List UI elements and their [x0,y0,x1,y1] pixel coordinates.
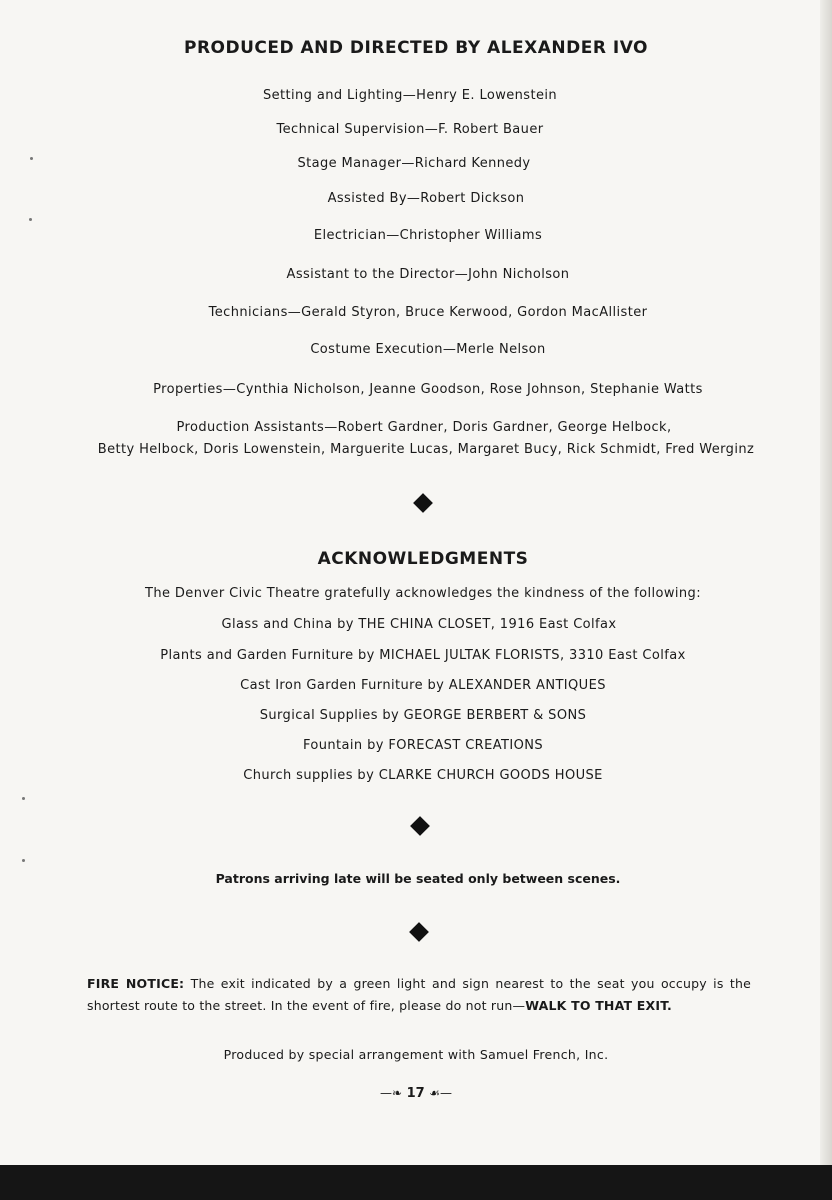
page-edge-shadow [820,0,832,1165]
fire-notice-label: FIRE NOTICE: [87,976,185,991]
acknowledgment-item: Glass and China by THE CHINA CLOSET, 1916 East Colfax [221,617,617,632]
acknowledgments-title: ACKNOWLEDGMENTS [317,549,529,569]
fire-notice-emphasis: WALK TO THAT EXIT. [525,998,672,1013]
credit-line: Electrician—Christopher Williams [313,228,543,243]
credit-line: Technicians—Gerald Styron, Bruce Kerwood, Gordon MacAllister [208,305,648,320]
credit-line: Production Assistants—Robert Gardner, Doris Gardner, George Helbock, [176,420,672,435]
credit-line: Assisted By—Robert Dickson [327,191,525,206]
acknowledgment-item: Surgical Supplies by GEORGE BERBERT & SONS [259,708,587,723]
folio-right-ornament-icon: ☙— [429,1086,452,1100]
acknowledgment-item: Cast Iron Garden Furniture by ALEXANDER ANTIQUES [240,678,606,693]
page-number: 17 [406,1086,425,1101]
credit-line: Betty Helbock, Doris Lowenstein, Marguerite Lucas, Margaret Bucy, Rick Schmidt, Fred Werginz [97,442,755,457]
acknowledgment-item: Church supplies by CLARKE CHURCH GOODS HOUSE [243,768,603,783]
fire-notice [87,973,751,1017]
credit-line: Costume Execution—Merle Nelson [310,342,546,357]
scan-border [0,1165,832,1200]
scan-speck [29,218,32,221]
credit-line: Assistant to the Director—John Nicholson [286,267,570,282]
credit-line: Technical Supervision—F. Robert Bauer [276,122,544,137]
credit-line: Properties—Cynthia Nicholson, Jeanne Goodson, Rose Johnson, Stephanie Watts [153,382,703,397]
acknowledgment-item: Plants and Garden Furniture by MICHAEL JULTAK FLORISTS, 3310 East Colfax [160,648,686,663]
page-folio [0,1086,832,1101]
credit-line: Setting and Lighting—Henry E. Lowenstein [262,88,558,103]
scan-speck [22,859,25,862]
scan-speck [22,797,25,800]
acknowledgments-intro: The Denver Civic Theatre gratefully acknowledges the kindness of the following: [144,586,701,601]
fire-notice-text: The exit indicated by a green light and sign nearest to the seat you occupy is the shortest route to the street. In the event of fire, please do not run— [87,976,751,1013]
production-rights: Produced by special arrangement with Samuel French, Inc. [223,1047,609,1062]
page-title: PRODUCED AND DIRECTED BY ALEXANDER IVO [183,38,649,58]
credit-line: Stage Manager—Richard Kennedy [297,156,531,171]
acknowledgment-item: Fountain by FORECAST CREATIONS [302,738,543,753]
patrons-notice: Patrons arriving late will be seated only between scenes. [215,871,621,886]
folio-left-ornament-icon: —❧ [380,1086,403,1100]
